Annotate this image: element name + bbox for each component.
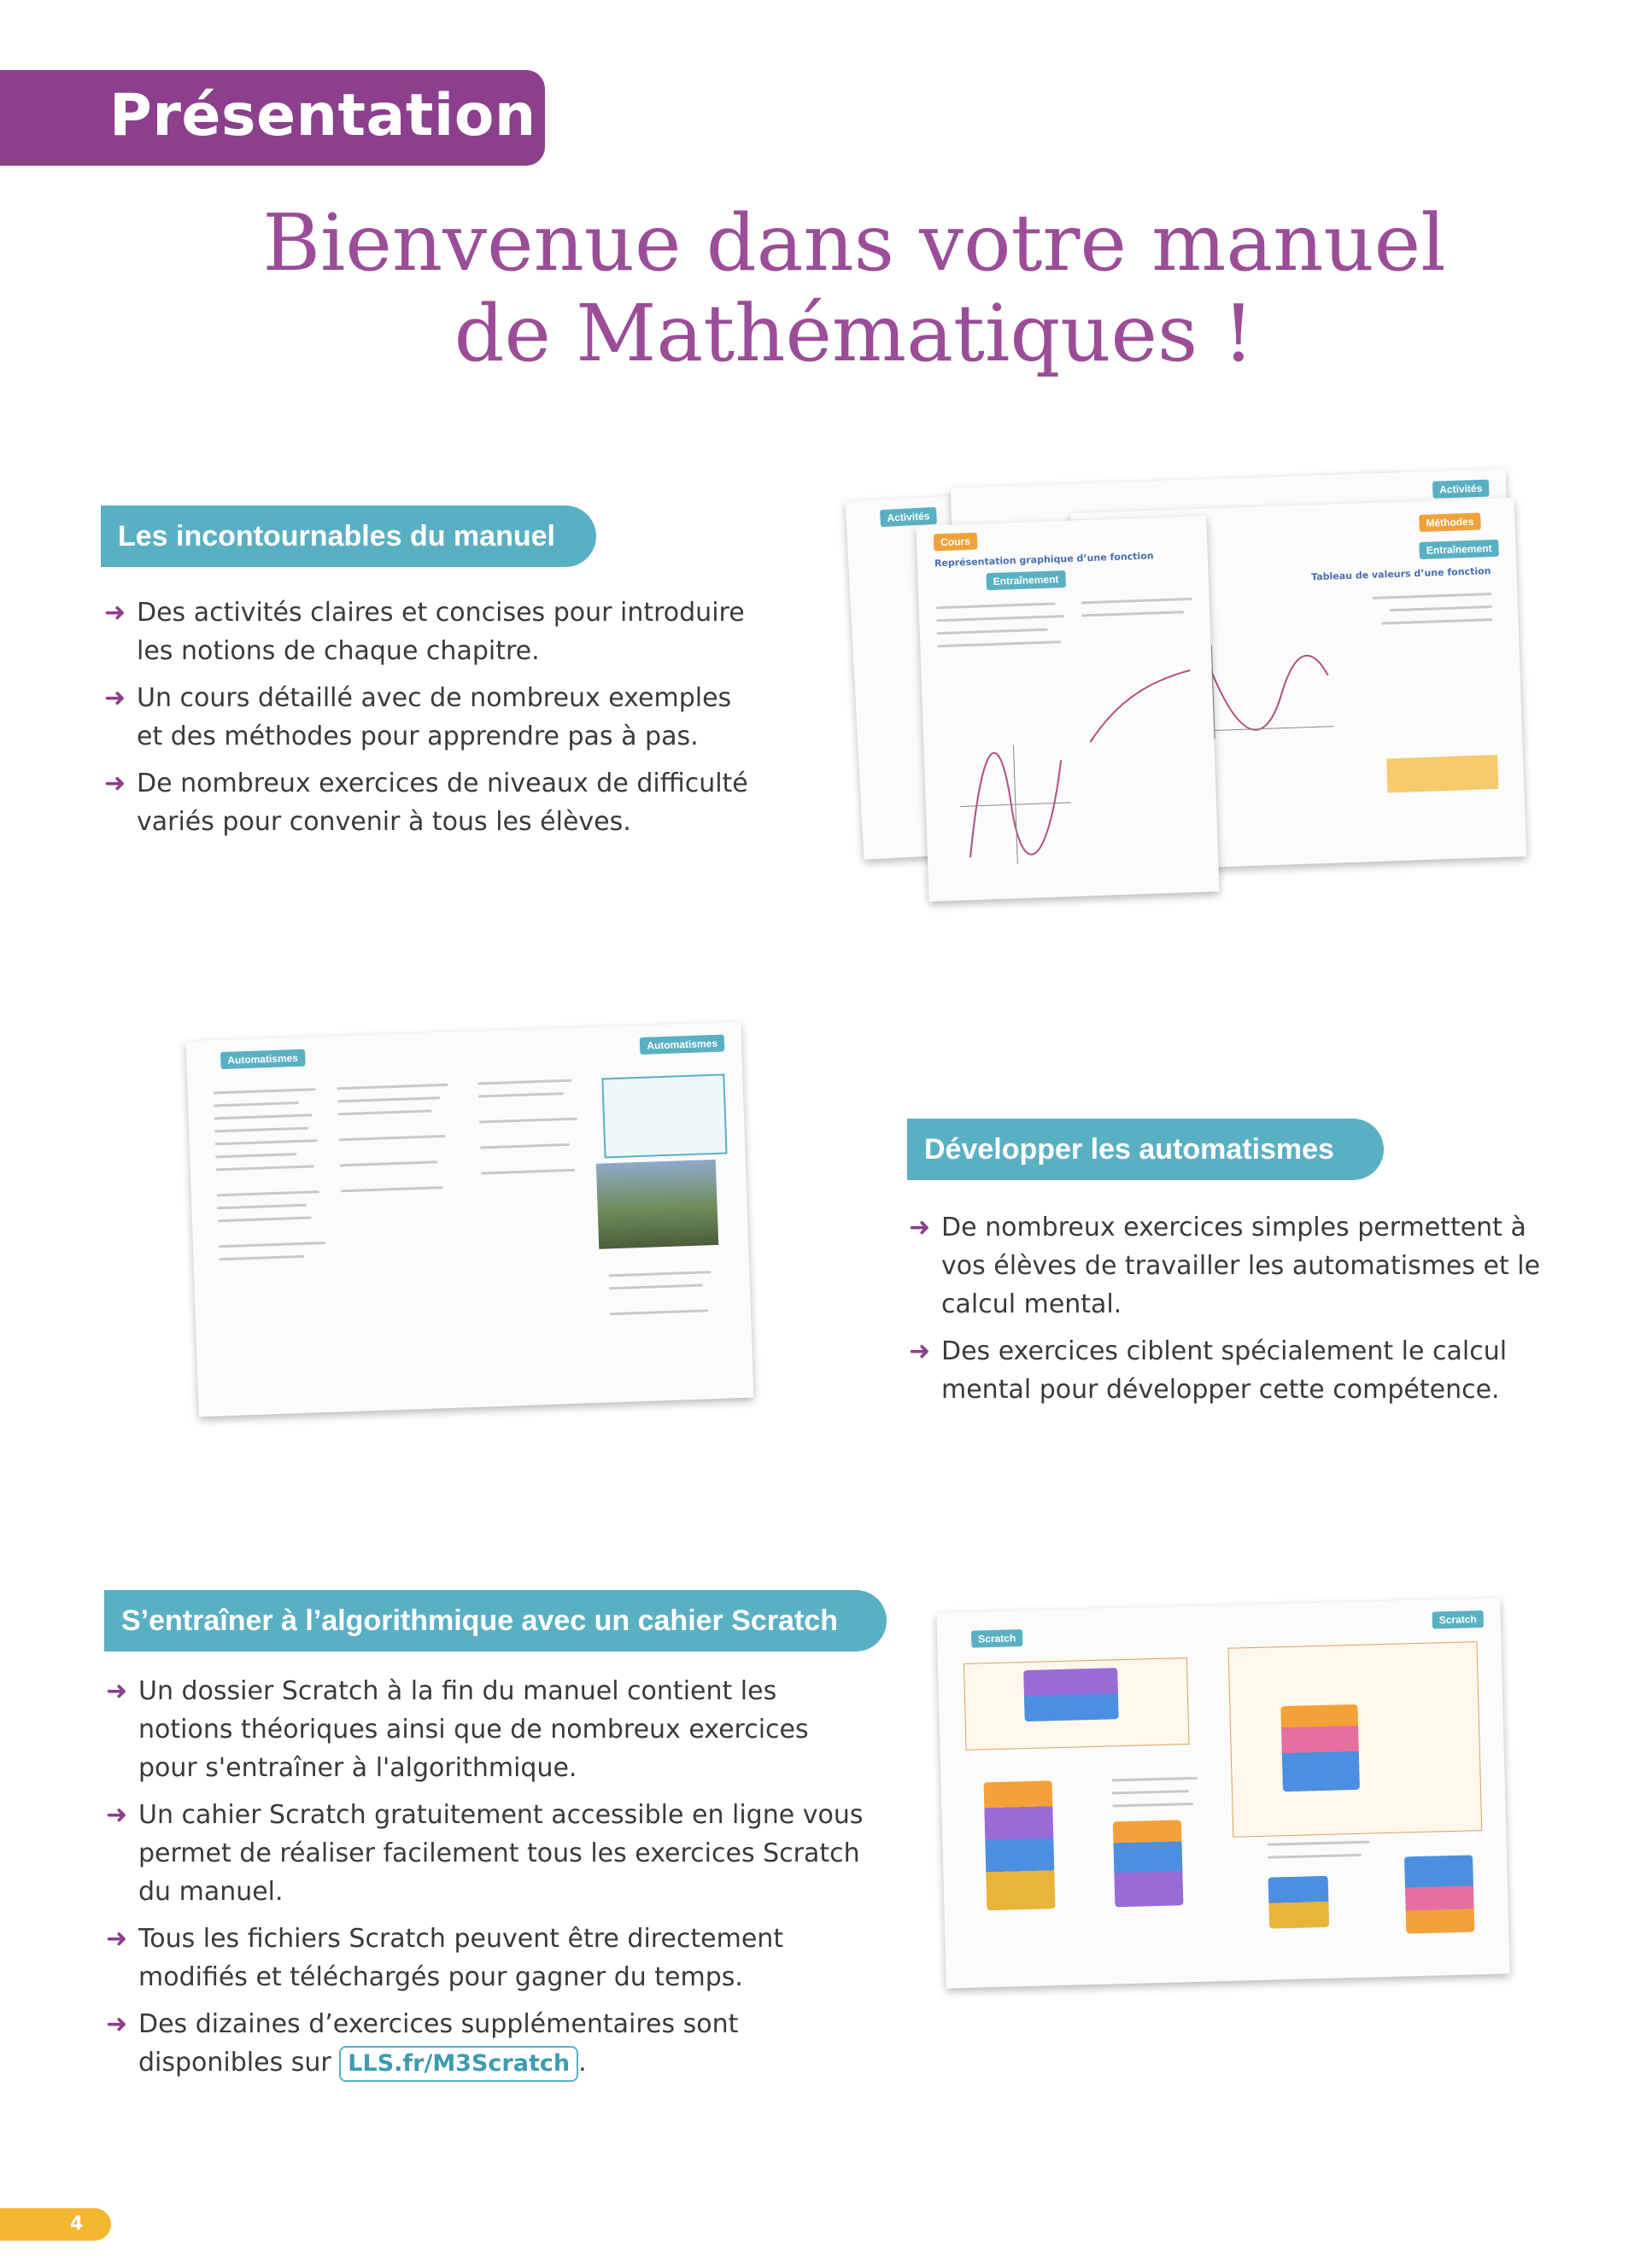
bullet-text: Un cours détaillé avec de nombreux exemples et des méthodes pour apprendre pas à pas. [137,683,732,751]
page-title-line-2: de Mathématiques ! [454,288,1255,379]
list-item [909,1332,1541,1409]
scratch-blocks-1 [984,1780,1056,1910]
list-item [106,1796,875,1911]
arrow-right-icon: ➜ [106,1924,128,1954]
landscape-photo [596,1160,718,1249]
bullet-list-automatismes [909,1208,1541,1418]
scratch-blocks-5 [1268,1876,1330,1929]
bullet-text: Des activités claires et concises pour introduire les notions de chaque chapitre. [137,598,745,666]
arrow-right-icon: ➜ [106,2009,128,2039]
heading-representation: Représentation graphique d’une fonction [934,550,1154,570]
section-heading-incontournables: Les incontournables du manuel [101,506,596,567]
list-item [104,764,762,841]
heading-tableau-valeurs: Tableau de valeurs d’une fonction [1310,565,1491,583]
arrow-right-icon: ➜ [909,1336,931,1366]
page-number: 4 [0,2208,111,2241]
sine-graph-icon [958,743,1073,866]
scratch-blocks-3 [1023,1668,1119,1721]
arrow-right-icon: ➜ [909,1213,931,1242]
section-title: Présentation [109,82,536,149]
list-item [909,1208,1541,1324]
curve-graph-icon-2 [1083,662,1197,751]
tab-label-scratch: Scratch [971,1629,1023,1648]
thumbnail-spread-automatismes [186,1022,754,1417]
list-item [104,593,762,670]
bullet-list-scratch [106,1672,875,2090]
section-header-tab [0,70,545,166]
page-title-line-1: Bienvenue dans votre manuel [262,197,1446,289]
list-item [104,679,762,756]
arrow-right-icon: ➜ [106,1676,128,1706]
tab-label-scratch-right: Scratch [1432,1610,1484,1629]
bullet-suffix: . [578,2048,587,2078]
bullet-text: De nombreux exercices de niveaux de difficulté variés pour convenir à tous les élèves. [137,769,748,837]
values-table [1386,755,1498,793]
list-item [106,1672,875,1787]
section-heading-automatismes: Développer les automatismes [907,1119,1384,1180]
tab-label-activites: Activités [880,507,937,527]
matching-exercise-box [601,1073,727,1158]
thumbnail-page-cours [916,516,1219,902]
scratch-link[interactable]: LLS.fr/M3Scratch [339,2046,578,2082]
scratch-blocks-4 [1280,1704,1360,1792]
tab-label-activites-right: Activités [1432,479,1490,498]
bullet-text: Des dizaines d’exercices supplémentaires sont disponibles sur [138,2009,739,2078]
bullet-text: Des exercices ciblent spécialement le calcul mental pour développer cette compétence. [941,1336,1508,1405]
arrow-right-icon: ➜ [106,1800,128,1830]
page-title [256,198,1452,379]
tab-label-cours: Cours [934,533,977,552]
scratch-blocks-6 [1404,1855,1474,1933]
scratch-blocks-2 [1113,1820,1184,1907]
arrow-right-icon: ➜ [104,683,126,713]
bullet-text: Tous les fichiers Scratch peuvent être directement modifiés et téléchargés pour gagner du temps. [138,1924,784,1992]
arrow-right-icon: ➜ [104,598,126,628]
list-item [106,2005,875,2082]
bullet-text: Un dossier Scratch à la fin du manuel contient les notions théoriques ainsi que de nombreux exercices pour s'entraîner à l'algorithmique. [138,1676,809,1783]
section-heading-scratch: S’entraîner à l’algorithmique avec un cahier Scratch [104,1590,887,1651]
curve-graph-icon [1203,641,1334,739]
tab-label-automatismes-right: Automatismes [640,1034,724,1054]
entrainement-label-right: Entraînement [1420,540,1499,559]
tab-label-methodes: Méthodes [1419,512,1481,532]
thumbnail-spread-cours [846,461,1529,939]
tab-label-automatismes: Automatismes [220,1049,305,1069]
list-item [106,1920,875,1996]
thumbnail-spread-scratch [936,1598,1509,1988]
bullet-list-incontournables [104,593,762,850]
bullet-text: De nombreux exercices simples permettent à vos élèves de travailler les automatismes et le calcul mental. [941,1213,1541,1319]
arrow-right-icon: ➜ [104,769,126,798]
bullet-text: Un cahier Scratch gratuitement accessible en ligne vous permet de réaliser facilement tous les exercices Scratch du manuel. [138,1800,864,1907]
entrainement-label: Entraînement [986,570,1065,590]
